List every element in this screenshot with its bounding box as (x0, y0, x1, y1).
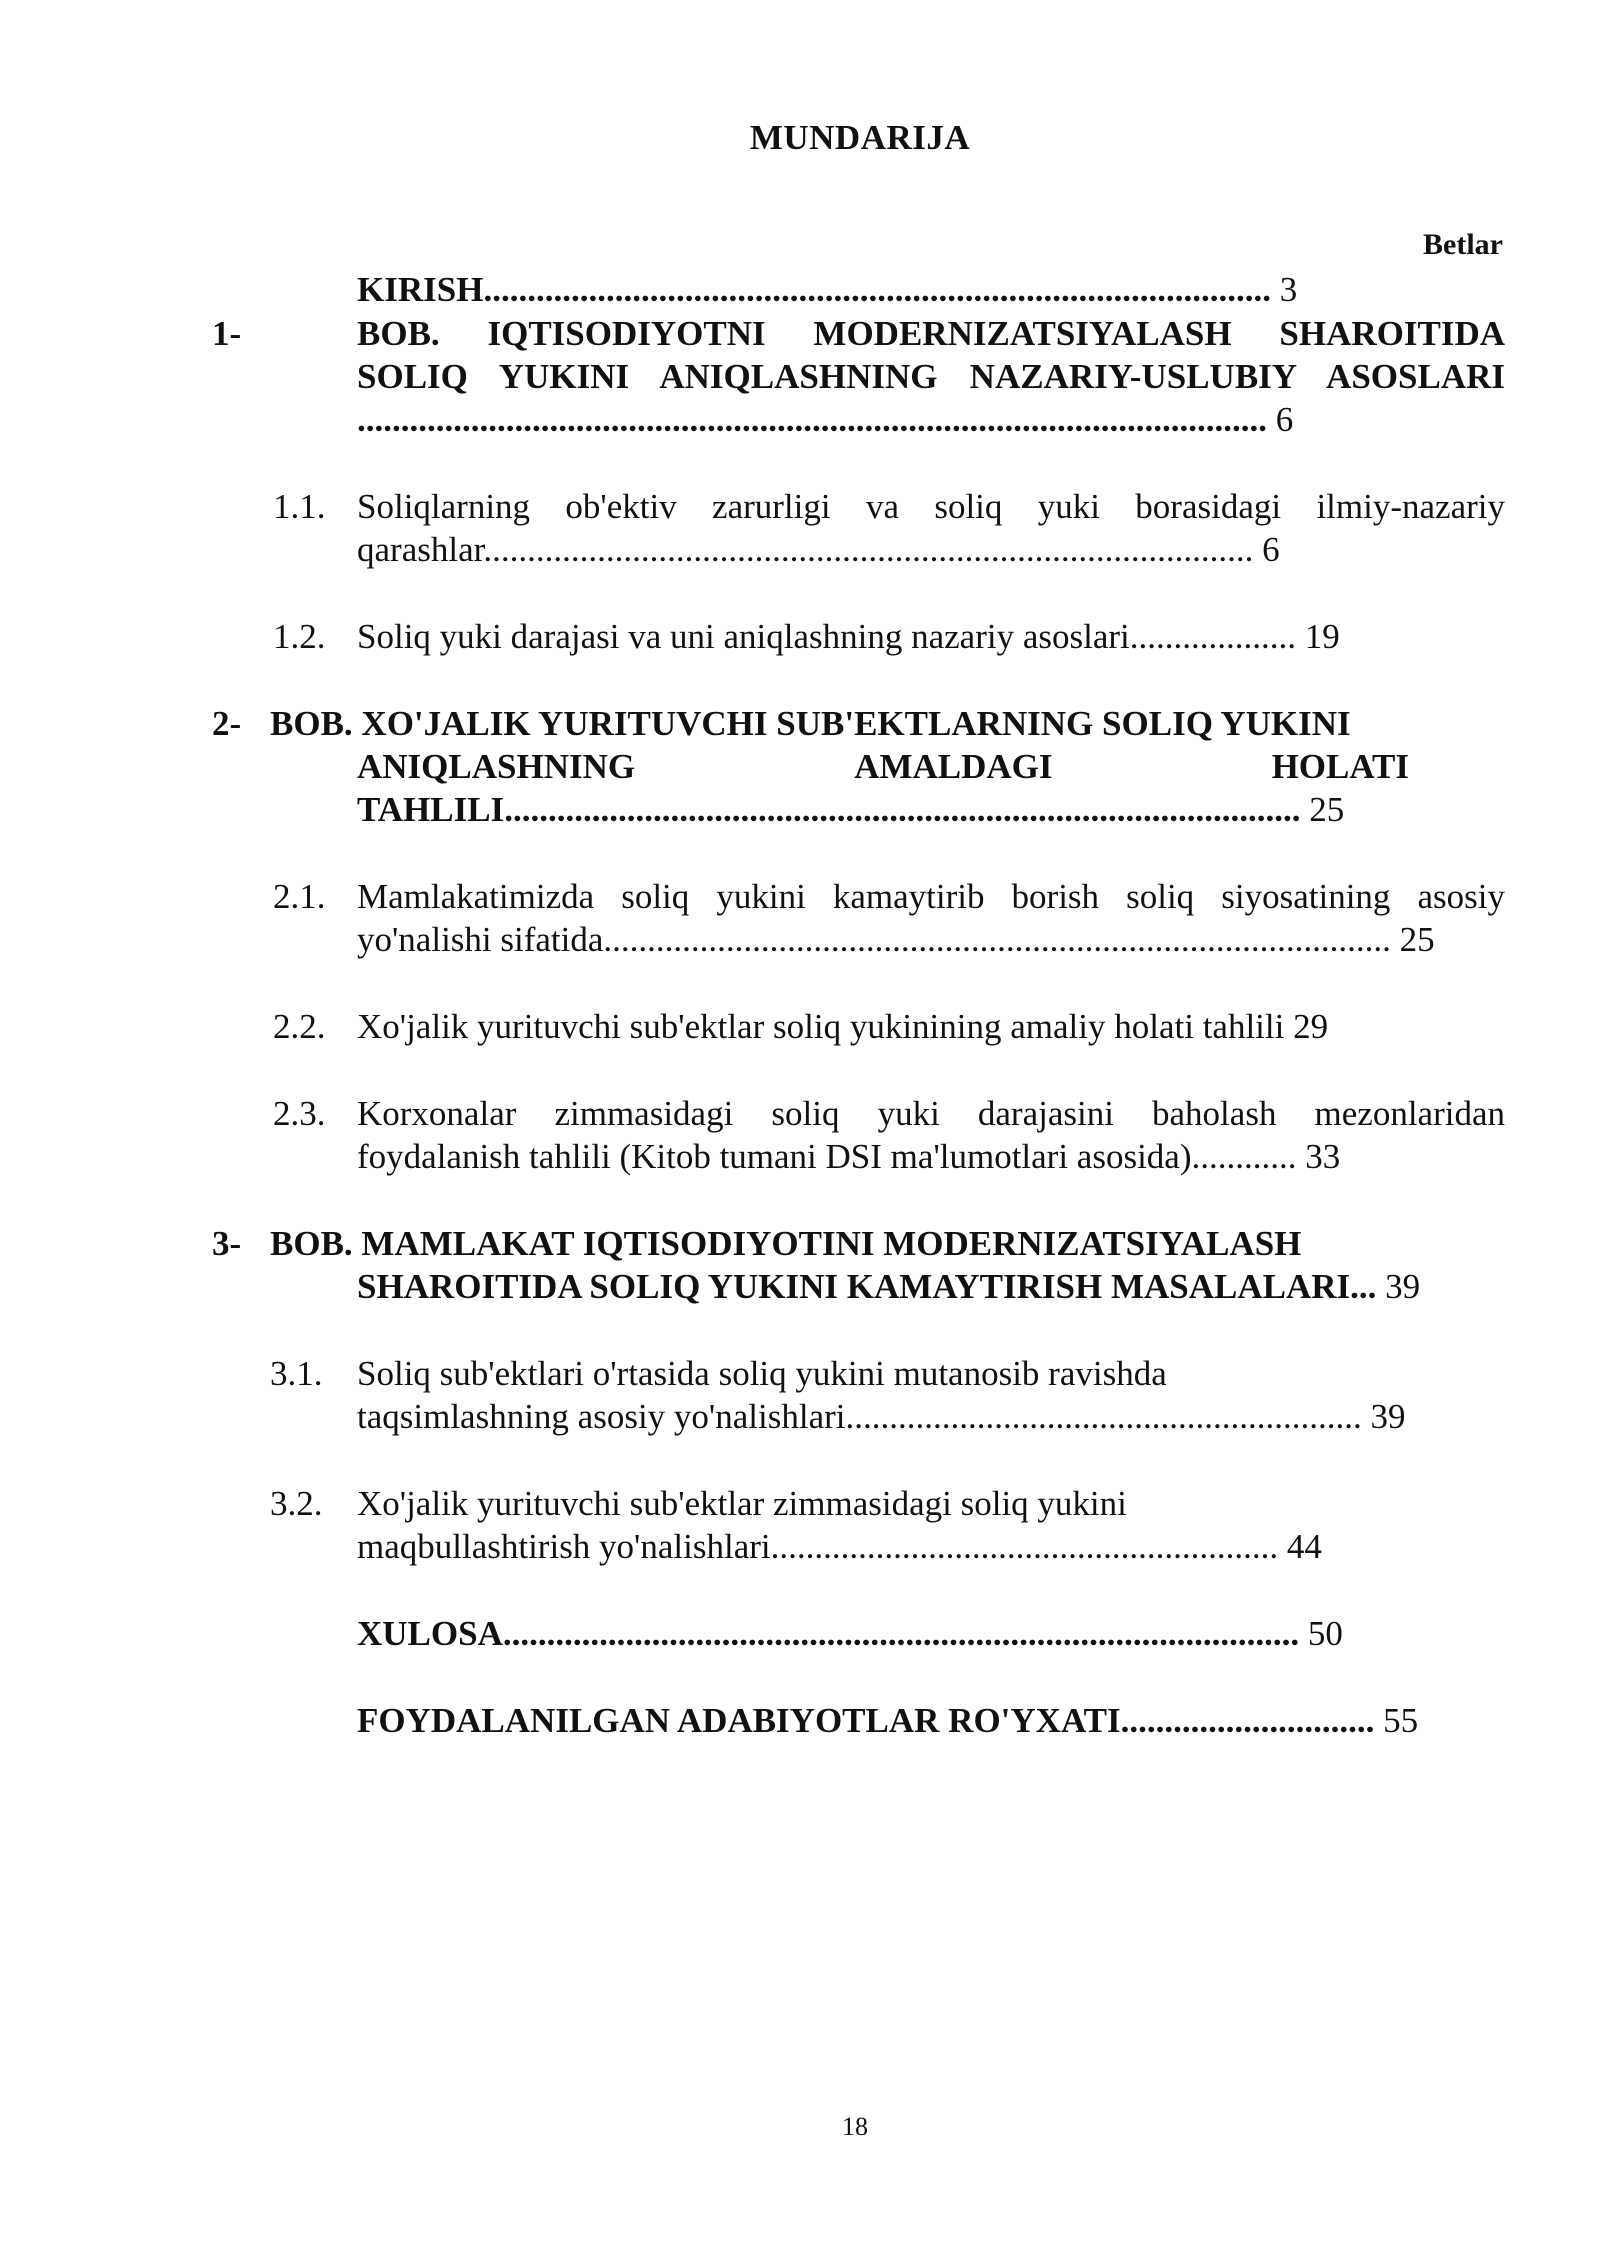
chapter-1-leader (357, 398, 1293, 441)
section-3-1-title-line1[interactable]: Soliq sub'ektlari o'rtasida soliq yukini mutanosib ravishda (357, 1354, 1167, 1393)
toc-entry-text: yo'nalishi sifatida (357, 920, 604, 959)
title-word: AMALDAGI (854, 747, 1053, 786)
pages-column-label: Betlar (1423, 228, 1503, 261)
section-3-2-title-line1[interactable]: Xo'jalik yurituvchi sub'ektlar zimmasidagi soliq yukini (357, 1484, 1127, 1523)
toc-entry-text: XULOSA (357, 1614, 503, 1653)
toc-entry-text: taqsimlashning asosiy yo'nalishlari (357, 1397, 846, 1436)
chapter-2-title-line2[interactable] (357, 745, 1409, 788)
toc-entry-text: maqbullashtirish yo'nalishlari (357, 1527, 771, 1566)
toc-leader-dots: .......................................................... (770, 1527, 1279, 1566)
toc-leader-dots: ............ (1191, 1137, 1297, 1176)
section-3-1-title-line2[interactable] (357, 1395, 1405, 1438)
toc-page-number: 6 (1262, 530, 1280, 569)
chapter-2-title-line3[interactable] (357, 788, 1344, 831)
section-3-2-title-line2[interactable] (357, 1525, 1322, 1568)
section-1-1-title-line1[interactable]: Soliqlarning ob'ektiv zarurligi va soliq yuki borasidagi ilmiy-nazariy (357, 487, 1505, 526)
toc-page-number: 39 (1370, 1397, 1406, 1436)
toc-page-number: 29 (1293, 1007, 1329, 1046)
toc-entry-text: qarashlar (357, 530, 484, 569)
toc-leader-dots: ............................. (1120, 1701, 1375, 1740)
chapter-number: 3- (212, 1224, 242, 1263)
section-number: 1.2. (273, 617, 326, 656)
section-number: 2.3. (273, 1094, 326, 1133)
title-word: ANIQLASHNING (357, 747, 636, 786)
toc-entry-text: SHAROITIDA SOLIQ YUKINI KAMAYTIRISH MASALALARI (357, 1267, 1351, 1306)
section-2-2-title[interactable] (357, 1005, 1328, 1048)
toc-leader-dots: ........................................................................................... (504, 790, 1301, 829)
section-2-1-title-line1[interactable]: Mamlakatimizda soliq yukini kamaytirib borish soliq siyosatining asosiy (357, 877, 1505, 916)
toc-entry-text: KIRISH (357, 270, 484, 309)
toc-entry-text: Xo'jalik yurituvchi sub'ektlar soliq yukinining amaliy holati tahlili (357, 1007, 1285, 1046)
toc-leader-dots: .......................................................................................... (483, 270, 1271, 309)
section-number: 2.2. (273, 1007, 326, 1046)
toc-page-number: 33 (1305, 1137, 1341, 1176)
chapter-number: 1- (212, 314, 242, 353)
toc-entry-conclusion[interactable] (357, 1612, 1343, 1655)
toc-page-number: 3 (1279, 270, 1298, 309)
chapter-2-title-line1[interactable]: BOB. XO'JALIK YURITUVCHI SUB'EKTLARNING SOLIQ YUKINI (270, 704, 1351, 743)
toc-entry-text: FOYDALANILGAN ADABIYOTLAR RO'YXATI (357, 1701, 1121, 1740)
section-number: 3.1. (270, 1354, 323, 1393)
toc-entry-intro[interactable] (357, 268, 1297, 311)
toc-leader-dots: ........................................................................................ (483, 530, 1254, 569)
chapter-1-title-line2[interactable]: SOLIQ YUKINI ANIQLASHNING NAZARIY-USLUBIY ASOSLARI (357, 357, 1505, 396)
toc-entry-text: TAHLILI (357, 790, 505, 829)
toc-page-number: 25 (1309, 790, 1345, 829)
section-number: 1.1. (273, 487, 326, 526)
toc-leader-dots: ........................................................................................... (502, 1614, 1300, 1653)
toc-entry-references[interactable] (357, 1699, 1418, 1742)
toc-leader-dots: .......................................................................................... (603, 920, 1391, 959)
section-2-1-title-line2[interactable] (357, 918, 1435, 961)
page-title: MUNDARIJA (749, 118, 971, 157)
toc-page-number: 44 (1286, 1527, 1322, 1566)
chapter-3-title-line2[interactable] (357, 1265, 1420, 1308)
chapter-1-title-line1[interactable]: BOB. IQTISODIYOTNI MODERNIZATSIYALASH SHAROITIDA (357, 314, 1505, 353)
toc-page-number: 25 (1399, 920, 1435, 959)
toc-entry-text: Soliq yuki darajasi va uni aniqlashning nazariy asoslari (357, 617, 1130, 656)
toc-leader-dots: ... (1350, 1267, 1377, 1306)
section-1-1-title-line2[interactable] (357, 528, 1280, 571)
chapter-number: 2- (212, 704, 242, 743)
toc-leader-dots: ........................................................... (845, 1397, 1362, 1436)
toc-entry-text: foydalanish tahlili (Kitob tumani DSI ma'lumotlari asosida) (357, 1137, 1192, 1176)
toc-page-number: 6 (1275, 400, 1294, 439)
toc-leader-dots: ........................................................................................................ (357, 400, 1267, 439)
toc-page-number: 39 (1385, 1267, 1421, 1306)
section-1-2-title[interactable] (357, 615, 1340, 658)
toc-page-number: 50 (1307, 1614, 1343, 1653)
title-word: HOLATI (1271, 747, 1409, 786)
section-number: 3.2. (270, 1484, 323, 1523)
chapter-3-title-line1[interactable]: BOB. MAMLAKAT IQTISODIYOTINI MODERNIZATSIYALASH (270, 1224, 1302, 1263)
toc-leader-dots: ................... (1129, 617, 1296, 656)
section-number: 2.1. (273, 877, 326, 916)
toc-page-number: 19 (1304, 617, 1340, 656)
toc-page-number: 55 (1383, 1701, 1419, 1740)
section-2-3-title-line1[interactable]: Korxonalar zimmasidagi soliq yuki darajasini baholash mezonlaridan (357, 1094, 1505, 1133)
section-2-3-title-line2[interactable] (357, 1135, 1340, 1178)
page-number: 18 (842, 2112, 868, 2141)
